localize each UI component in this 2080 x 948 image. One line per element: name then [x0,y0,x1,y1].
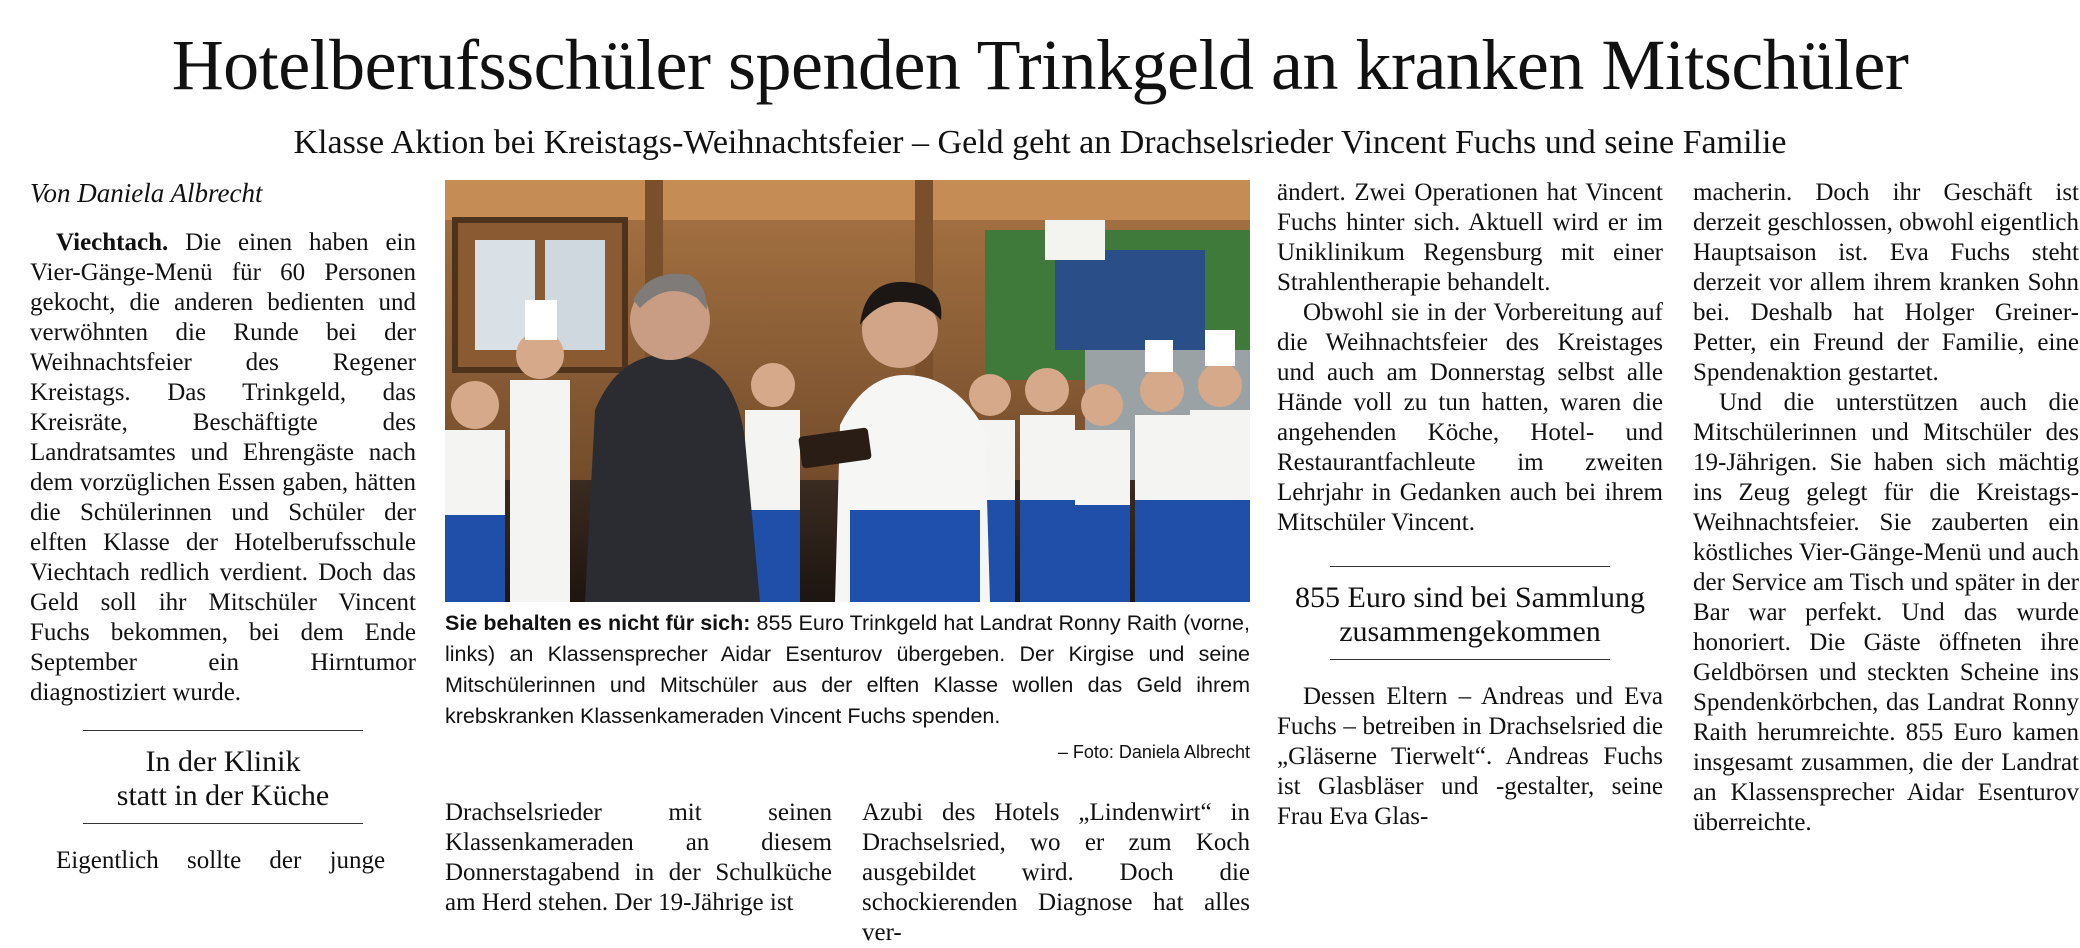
paragraph: Obwohl sie in der Vorbereitung auf die Weihnachtsfeier des Kreistages und auch am Donnerstag selbst alle Hände voll zu tun hatten, waren die angehenden Köche, Hotel- und Restaurantfachleute im zweiten Lehrjahr in Gedanken auch bei ihrem Mitschüler Vincent. [1277,299,1663,536]
subhead-collection [1277,566,1663,660]
paragraph: Drachselsrieder mit seinen Klassenkameraden an diesem Donnerstagabend in der Schulküche am Herd stehen. Der 19-Jährige ist [445,799,832,916]
divider [1330,659,1610,660]
paragraph: Eigentlich sollte der junge [56,847,386,874]
photo-credit: – Foto: Daniela Albrecht [1057,742,1250,762]
paragraph: Dessen Eltern – Andreas und Eva Fuchs – betreiben in Drachselsried die „Gläserne Tierwelt“. Andreas Fuchs ist Glasbläser und -gestalter, seine Frau Eva Glas- [1277,683,1663,830]
subhead-line: statt in der Küche [116,779,330,812]
column-1 [30,178,416,876]
subhead-line: In der Klinik [145,745,301,778]
subhead-clinic-text [30,731,416,823]
subhead-clinic [30,730,416,824]
column-3 [862,798,1250,948]
lead-text: Die einen haben ein Vier-Gänge-Menü für 60 Personen gekocht, die anderen bedienten und verwöhnten die Runde bei der Weihnachtsfeier des Regener Kreistags. Das Trinkgeld, das Kreisräte, Beschäftigte des Landratsamtes und Ehrengäste nach dem vorzüglichen Essen gaben, hätten die Schülerinnen und Schüler der elften Klasse der Hotelberufsschule Viechtach redlich verdient. Doch das Geld soll ihr Mitschüler Vincent Fuchs bekommen, bei dem Ende September ein Hirntumor diagnostiziert wurde. [30,229,417,706]
headline: Hotelberufsschüler spenden Trinkgeld an kranken Mitschüler [171,25,1909,105]
paragraph: ändert. Zwei Operationen hat Vincent Fuchs hinter sich. Aktuell wird er im Uniklinikum Regensburg mit einer Strahlentherapie behandelt. [1277,179,1663,296]
caption-lead: Sie behalten es nicht für sich: [445,611,751,635]
column-4 [1277,178,1663,832]
subhead-line: 855 Euro sind bei Sammlung [1295,581,1645,614]
caption-text: 855 Euro Trinkgeld hat Landrat Ronny Raith (vorne, links) an Klassensprecher Aidar Esenturov übergeben. Der Kirgise und seine Mitschülerinnen und Mitschüler aus der elften Klasse wollen das Geld ihrem krebskranken Klassenkameraden Vincent Fuchs spenden. [445,611,1250,728]
column-2 [445,798,832,918]
subheadline: Klasse Aktion bei Kreistags-Weihnachtsfeier – Geld geht an Drachselsrieder Vincent Fuchs und seine Familie [293,124,1787,161]
subhead-line: zusammengekommen [1339,615,1601,648]
column-5 [1693,178,2079,838]
photo-illustration [445,180,1250,602]
byline: Von Daniela Albrecht [30,178,263,208]
photo-caption [445,608,1250,732]
paragraph: Und die unterstützen auch die Mitschülerinnen und Mitschüler des 19-Jährigen. Sie haben sich mächtig ins Zeug gelegt für die Kreistags-Weihnachtsfeier. Sie zauberten ein köstliches Vier-Gänge-Menü und auch der Service am Tisch und später in der Bar war perfekt. Und das wurde honoriert. Die Gäste öffneten ihre Geldbörsen und steckten Scheine ins Spendenkörbchen, das Landrat Ronny Raith herumreichte. 855 Euro kamen insgesamt zusammen, die der Landrat an Klassensprecher Aidar Esenturov überreichte. [1693,389,2079,836]
paragraph: macherin. Doch ihr Geschäft ist derzeit geschlossen, obwohl eigentlich Hauptsaison ist. Eva Fuchs steht derzeit vor allem ihrem kranken Sohn bei. Deshalb hat Holger Greiner-Petter, ein Freund der Familie, eine Spendenaktion gestartet. [1693,179,2079,386]
lead-paragraph [30,228,416,708]
article-photo [445,180,1250,602]
subhead-collection-text [1277,567,1663,659]
paragraph: Azubi des Hotels „Lindenwirt“ in Drachselsried, wo er zum Koch ausgebildet wird. Doch die schockierenden Diagnose hat alles ver- [862,799,1250,946]
placeline: Viechtach. [56,229,169,256]
divider [83,823,363,824]
